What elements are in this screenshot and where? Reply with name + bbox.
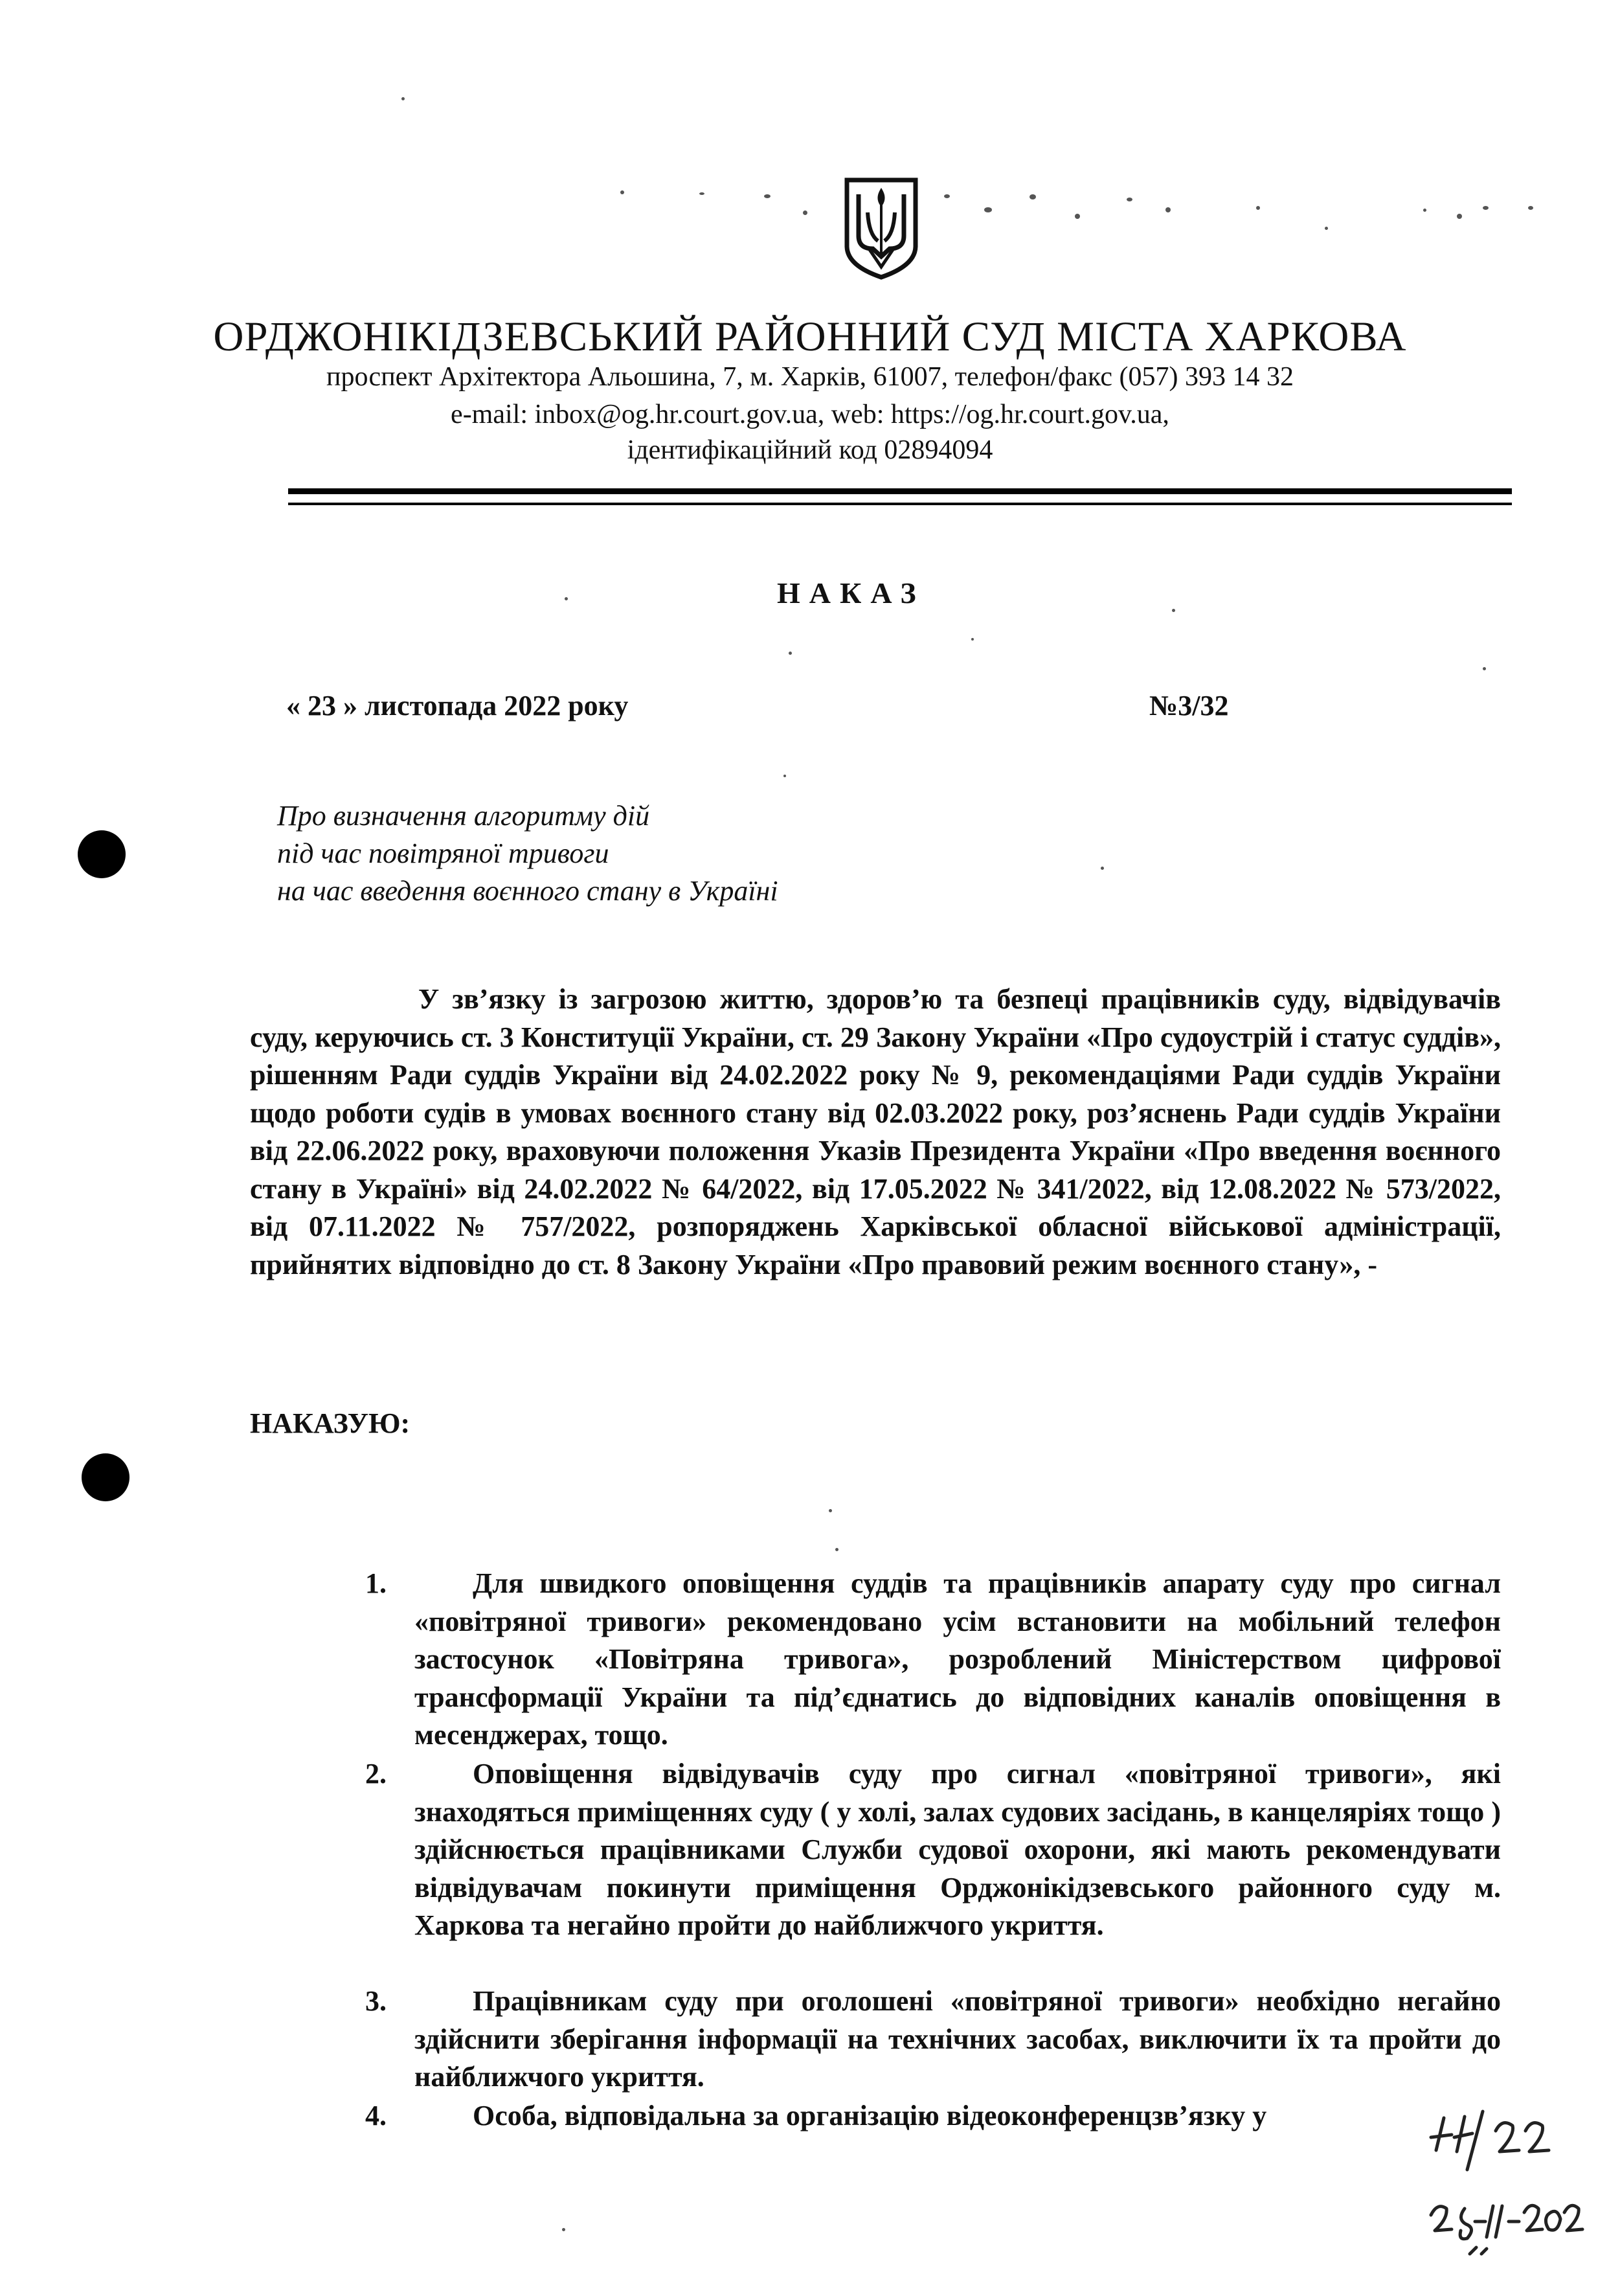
item-number: 4. bbox=[365, 2100, 387, 2131]
court-address: проспект Архітектора Альошина, 7, м. Харків, 61007, телефон/факс (057) 393 14 32 bbox=[326, 362, 1294, 392]
document-date: « 23 » листопада 2022 року bbox=[286, 690, 629, 722]
item-number: 2. bbox=[365, 1758, 387, 1790]
hole-punch-mark bbox=[78, 830, 126, 878]
subject-line: на час введення воєнного стану в Україні bbox=[277, 875, 778, 907]
order-item: Працівникам суду при оголошені «повітряної тривоги» необхідно негайно здійснити зберігання інформації на технічних засобах, виключити їх та пройти до найближчого укриття. bbox=[414, 1985, 1501, 2093]
item-number: 1. bbox=[365, 1567, 387, 1599]
header-divider-thin bbox=[288, 503, 1512, 505]
subject-line: Про визначення алгоритму дій bbox=[277, 800, 650, 832]
order-item: Для швидкого оповіщення суддів та працівників апарату суду про сигнал «повітряної тривоги» рекомендовано усім встановити на мобільний телефон застосунок «Повітряна тривога», розроблений Міністерством цифрової трансформації України та під’єднатись до відповідних каналів оповіщення в месенджерах, тощо. bbox=[414, 1567, 1501, 1751]
order-item: Оповіщення відвідувачів суду про сигнал «повітряної тривоги», які знаходяться приміщеннях суду ( у холі, залах судових засідань, в канцеляріях тощо ) здійснюється працівниками Служби судової охорони, які мають рекомендувати відвідувачам покинути приміщення Орджонікідзевського районного суду м. Харкова та негайно пройти до найближчого укриття. bbox=[414, 1758, 1501, 1941]
handwritten-registration-note bbox=[1405, 2092, 1599, 2286]
hole-punch-mark bbox=[82, 1453, 129, 1501]
item-number: 3. bbox=[365, 1985, 387, 2017]
order-heading: НАКАЗУЮ: bbox=[250, 1407, 411, 1439]
document-title: НАКАЗ bbox=[777, 576, 925, 609]
court-contacts: e-mail: inbox@og.hr.court.gov.ua, web: https://og.hr.court.gov.ua, bbox=[451, 400, 1169, 429]
coat-of-arms-icon bbox=[843, 176, 919, 280]
header-divider-thick bbox=[288, 488, 1512, 494]
subject-line: під час повітряної тривоги bbox=[277, 837, 609, 869]
order-item: Особа, відповідальна за організацію відеоконференцзв’язку у bbox=[473, 2100, 1267, 2131]
court-name: ОРДЖОНІКІДЗЕВСЬКИЙ РАЙОННИЙ СУД МІСТА ХАРКОВА bbox=[213, 313, 1407, 360]
document-number: №3/32 bbox=[1149, 690, 1229, 722]
preamble-paragraph: У зв’язку із загрозою життю, здоров’ю та безпеці працівників суду, відвідувачів суду, керуючись ст. 3 Конституції України, ст. 29 Закону України «Про судоустрій і статус суддів», рішенням Ради суддів України від 24.02.2022 року № 9, рекомендаціями Ради суддів України щодо роботи судів в умовах воєнного стану від 02.03.2022 року, роз’яснень Ради суддів України від 22.06.2022 року, враховуючи положення Указів Президента України «Про введення воєнного стану в Україні» від 24.02.2022 № 64/2022, від 17.05.2022 № 341/2022, від 12.08.2022 № 573/2022, від 07.11.2022 № 757/2022, розпоряджень Харківської обласної військової адміністрації, прийнятих відповідно до ст. 8 Закону України «Про правовий режим воєнного стану», - bbox=[250, 983, 1501, 1280]
court-id-code: ідентифікаційний код 02894094 bbox=[627, 435, 993, 465]
